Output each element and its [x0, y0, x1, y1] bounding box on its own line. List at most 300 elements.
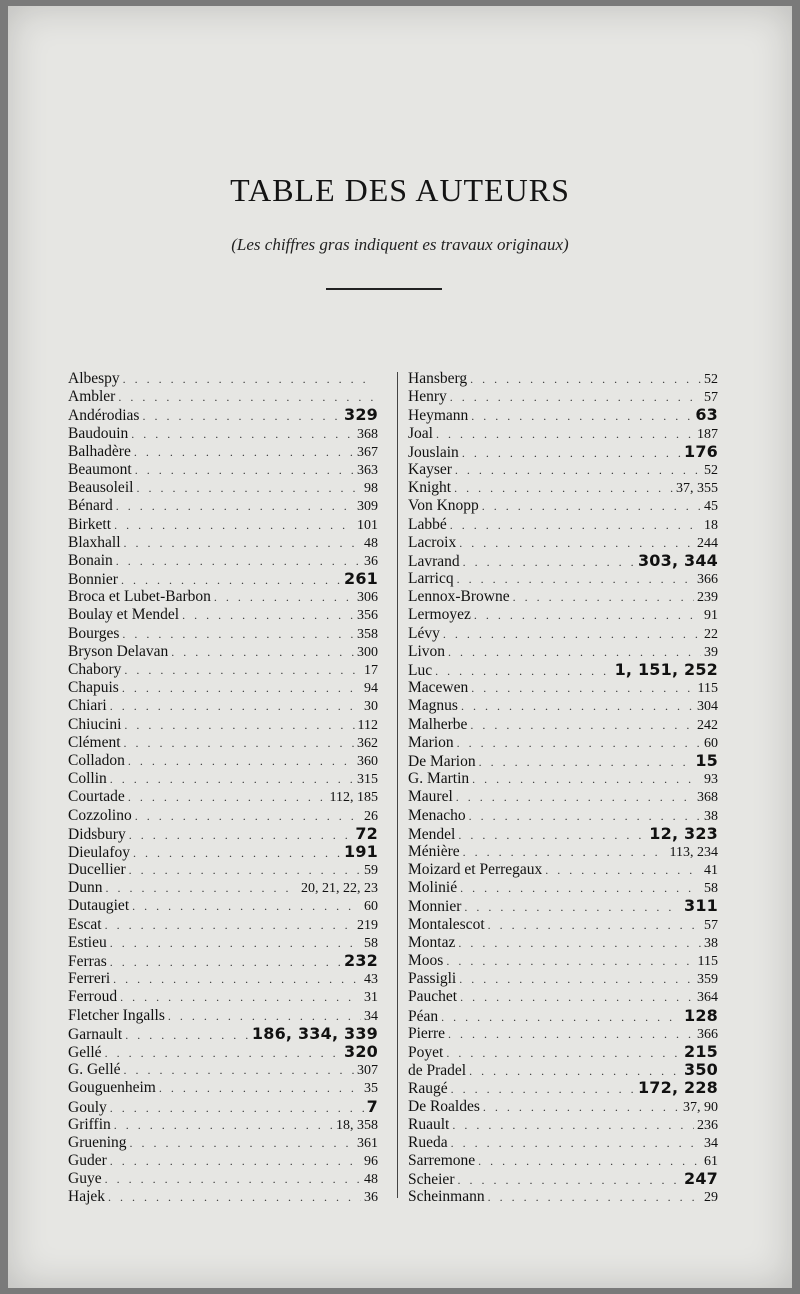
index-entry: [408, 425, 718, 443]
dot-leader: [124, 661, 361, 679]
page-numbers: 48: [364, 1172, 378, 1188]
dot-leader: [110, 697, 361, 715]
page-numbers: 239: [697, 590, 718, 606]
author-name: Ducellier: [68, 861, 126, 879]
author-name: Clément: [68, 733, 121, 751]
author-name: Lacroix: [408, 533, 457, 551]
dot-leader: [464, 898, 681, 916]
index-entry: [68, 879, 378, 897]
page-numbers: 236: [697, 1117, 718, 1133]
dot-leader: [451, 1134, 701, 1152]
index-entry: [408, 1007, 718, 1025]
author-name: Hansberg: [408, 370, 468, 387]
author-name: Kayser: [408, 460, 452, 478]
page-numbers: 98: [364, 481, 378, 497]
index-entry: [68, 625, 378, 643]
author-name: Scheinmann: [408, 1188, 485, 1206]
dot-leader: [129, 826, 353, 844]
dot-leader: [446, 952, 694, 970]
author-name: Magnus: [408, 697, 458, 715]
dot-leader: [105, 879, 298, 897]
author-name: Livon: [408, 642, 446, 660]
author-name: Griffin: [68, 1115, 111, 1133]
page-numbers: 191: [344, 841, 378, 861]
dot-leader: [128, 788, 327, 806]
author-name: Blaxhall: [68, 533, 121, 551]
author-name: Ambler: [68, 388, 116, 406]
dot-leader: [131, 425, 354, 443]
index-entry: [408, 516, 718, 534]
dot-leader: [124, 534, 361, 552]
dot-leader: [458, 934, 701, 952]
title-rule: [326, 288, 442, 290]
author-name: Moizard et Perregaux: [408, 861, 543, 879]
index-entry: [408, 1134, 718, 1152]
dot-leader: [108, 1188, 361, 1206]
dot-leader: [114, 1116, 333, 1134]
index-entry: [408, 1116, 718, 1134]
author-name: Ferras: [68, 953, 107, 970]
dot-leader: [110, 953, 341, 971]
page-numbers: 43: [364, 972, 378, 988]
page-numbers: 367: [357, 444, 378, 460]
author-name: G. Martin: [408, 770, 470, 788]
index-entry: [68, 916, 378, 934]
dot-leader: [469, 807, 701, 825]
index-entry: [408, 461, 718, 479]
page-numbers: 41: [704, 863, 718, 879]
index-entry: [68, 479, 378, 497]
page-numbers: 232: [344, 951, 378, 970]
author-name: Henry: [408, 388, 447, 406]
dot-leader: [105, 1170, 361, 1188]
index-entry: [68, 970, 378, 988]
author-name: Collin: [68, 770, 107, 788]
index-entry: [408, 625, 718, 643]
author-name: Garnault: [68, 1025, 123, 1043]
page-numbers: 58: [704, 881, 718, 897]
page-numbers: 31: [364, 990, 378, 1006]
page-numbers: 18, 358: [336, 1117, 378, 1133]
page-numbers: 304: [697, 699, 718, 715]
page-numbers: 128: [684, 1005, 718, 1025]
dot-leader: [120, 988, 361, 1006]
author-name: Hajek: [68, 1188, 106, 1206]
page-numbers: 247: [684, 1169, 718, 1189]
author-name: Lermoyez: [408, 606, 471, 624]
dot-leader: [134, 443, 354, 461]
page-numbers: 93: [704, 772, 718, 788]
author-name: Labbé: [408, 515, 447, 533]
dot-leader: [123, 370, 375, 388]
author-name: Lévy: [408, 624, 440, 642]
author-name: Raugé: [408, 1080, 448, 1098]
page-numbers: 45: [704, 499, 718, 515]
author-name: Chiari: [68, 697, 107, 715]
index-entry: [68, 752, 378, 770]
dot-leader: [110, 934, 361, 952]
page-numbers: 363: [357, 462, 378, 478]
index-entry: [68, 1043, 378, 1061]
index-entry: [68, 661, 378, 679]
dot-leader: [436, 425, 694, 443]
author-name: Pierre: [408, 1024, 446, 1042]
dot-leader: [128, 752, 354, 770]
author-name: Péan: [408, 1007, 439, 1025]
index-entry: [408, 643, 718, 661]
author-name: Ferreri: [68, 970, 111, 988]
author-name: De Roaldes: [408, 1097, 480, 1115]
author-name: Gellé: [68, 1043, 102, 1061]
page-numbers: 96: [364, 1154, 378, 1170]
author-name: Courtade: [68, 788, 125, 806]
column-divider: [397, 372, 398, 1198]
page-subtitle: (Les chiffres gras indiquent es travaux originaux): [231, 235, 569, 254]
dot-leader: [458, 826, 646, 844]
index-entry: [68, 425, 378, 443]
index-entry: [68, 1061, 378, 1079]
author-name: Chapuis: [68, 679, 119, 697]
page-numbers: 172, 228: [637, 1078, 718, 1098]
page-numbers: 63: [695, 405, 718, 425]
index-entry: [68, 716, 378, 734]
dot-leader: [118, 388, 375, 406]
index-entry: [408, 570, 718, 588]
page-title: TABLE DES AUTEURS: [230, 172, 570, 208]
page-numbers: 29: [704, 1190, 718, 1206]
index-entry: [68, 934, 378, 952]
index-entry: [68, 788, 378, 806]
page-numbers: 219: [357, 917, 378, 933]
author-name: Menacho: [408, 806, 466, 824]
index-entry: [408, 970, 718, 988]
index-entry: [68, 606, 378, 624]
author-name: Colladon: [68, 751, 125, 769]
author-name: Didsbury: [68, 825, 126, 843]
author-name: Balhadère: [68, 442, 131, 460]
dot-leader: [435, 662, 611, 680]
dot-leader: [457, 570, 694, 588]
page-numbers: 72: [355, 823, 378, 843]
author-name: Beaumont: [68, 460, 132, 478]
page-numbers: 329: [344, 405, 378, 425]
index-entry: [408, 807, 718, 825]
dot-leader: [122, 625, 354, 643]
dot-leader: [471, 679, 694, 697]
page-numbers: 358: [357, 626, 378, 642]
page-numbers: 1, 151, 252: [614, 660, 718, 679]
dot-leader: [513, 588, 694, 606]
dot-leader: [454, 479, 673, 497]
index-entry: [408, 679, 718, 697]
author-name: Jouslain: [408, 443, 459, 461]
page-numbers: 303, 344: [637, 550, 718, 570]
index-entry: [408, 916, 718, 934]
page-numbers: 34: [704, 1135, 718, 1151]
author-name: Gouguenheim: [68, 1079, 156, 1097]
page-numbers: 356: [357, 608, 378, 624]
author-name: Marion: [408, 733, 454, 751]
dot-leader: [482, 497, 701, 515]
page-numbers: 12, 323: [649, 823, 718, 843]
dot-leader: [114, 516, 354, 534]
index-entry: [408, 734, 718, 752]
dot-leader: [448, 1025, 694, 1043]
dot-leader: [457, 734, 701, 752]
page-numbers: 52: [704, 462, 718, 478]
index-entry: [408, 1025, 718, 1043]
index-entry: [68, 388, 378, 406]
author-name: Scheier: [408, 1171, 455, 1189]
dot-leader: [470, 716, 694, 734]
page-numbers: 48: [364, 535, 378, 551]
dot-leader: [470, 370, 701, 388]
page-numbers: 244: [697, 535, 718, 551]
page-numbers: 360: [357, 753, 378, 769]
author-name: Pauchet: [408, 988, 458, 1006]
dot-leader: [471, 407, 692, 425]
page-numbers: 57: [704, 917, 718, 933]
page-numbers: 17: [364, 663, 378, 678]
page-numbers: 94: [364, 681, 378, 697]
index-entry: [408, 988, 718, 1006]
dot-leader: [110, 1152, 361, 1170]
page-numbers: 242: [697, 717, 718, 733]
dot-leader: [461, 697, 694, 715]
author-name: Dunn: [68, 879, 103, 897]
index-entry: [68, 734, 378, 752]
dot-leader: [168, 1007, 361, 1025]
page-numbers: 315: [357, 772, 378, 788]
page-numbers: 101: [357, 517, 378, 533]
page-numbers: 300: [357, 644, 378, 660]
author-name: de Pradel: [408, 1062, 467, 1080]
page-numbers: 18: [704, 517, 718, 533]
dot-leader: [124, 1061, 354, 1079]
index-entry: [408, 370, 718, 388]
page-numbers: 60: [364, 899, 378, 915]
author-name: Dutaugiet: [68, 897, 130, 915]
dot-leader: [450, 516, 701, 534]
dot-leader: [121, 571, 341, 589]
page-numbers: 60: [704, 735, 718, 751]
index-entry: [408, 1043, 718, 1061]
author-name: Larricq: [408, 570, 454, 588]
author-name: Chabory: [68, 661, 122, 678]
page-numbers: 61: [704, 1154, 718, 1170]
author-name: Macewen: [408, 679, 469, 697]
author-name: Beausoleil: [68, 479, 134, 497]
page-numbers: 368: [357, 426, 378, 442]
dot-leader: [135, 807, 361, 825]
author-name: Malherbe: [408, 715, 468, 733]
index-entry: [68, 461, 378, 479]
dot-leader: [129, 861, 361, 879]
index-entry: [408, 952, 718, 970]
index-entry: [68, 1152, 378, 1170]
author-name: Albespy: [68, 370, 120, 387]
author-name: Bonain: [68, 551, 113, 569]
index-entry: [408, 1188, 718, 1206]
index-entry: [68, 770, 378, 788]
dot-leader: [463, 843, 667, 861]
author-name: Maurel: [408, 788, 453, 806]
page-numbers: 361: [357, 1135, 378, 1151]
dot-leader: [463, 553, 635, 571]
page-numbers: 15: [695, 750, 718, 770]
page-numbers: 362: [357, 735, 378, 751]
dot-leader: [130, 1134, 354, 1152]
author-name: Mendel: [408, 825, 456, 843]
page-numbers: 39: [704, 644, 718, 660]
page-numbers: 52: [704, 372, 718, 387]
index-entry: [408, 879, 718, 897]
author-name: Fletcher Ingalls: [68, 1006, 165, 1024]
page-numbers: 306: [357, 590, 378, 606]
dot-leader: [110, 770, 354, 788]
dot-leader: [451, 1080, 635, 1098]
index-entry: [408, 588, 718, 606]
page-numbers: 215: [684, 1041, 718, 1061]
dot-leader: [478, 1152, 701, 1170]
author-name: Chiucini: [68, 715, 122, 733]
dot-leader: [135, 461, 354, 479]
author-name: Birkett: [68, 515, 112, 533]
author-index-left-column: [68, 370, 378, 1207]
dot-leader: [545, 861, 701, 879]
author-name: De Marion: [408, 752, 476, 770]
page-numbers: 57: [704, 390, 718, 406]
index-entry: [408, 1170, 718, 1188]
dot-leader: [125, 1026, 249, 1044]
dot-leader: [105, 1044, 341, 1062]
index-entry: [68, 370, 378, 388]
author-name: Ménière: [408, 842, 460, 860]
page-numbers: 112, 185: [329, 790, 378, 806]
page-numbers: 34: [364, 1008, 378, 1024]
page-numbers: 59: [364, 863, 378, 879]
index-entry: [68, 497, 378, 515]
page-numbers: 309: [357, 499, 378, 515]
dot-leader: [214, 588, 354, 606]
author-name: Bonnier: [68, 571, 118, 589]
index-entry: [68, 861, 378, 879]
dot-leader: [459, 534, 694, 552]
page-numbers: 115: [697, 681, 718, 697]
index-entry: [408, 497, 718, 515]
page-numbers: 115: [697, 954, 718, 969]
author-name: Lennox-Browne: [408, 588, 510, 606]
dot-leader: [171, 643, 354, 661]
dot-leader: [450, 388, 701, 406]
dot-leader: [456, 788, 694, 806]
dot-leader: [116, 552, 361, 570]
author-name: Passigli: [408, 970, 457, 988]
index-entry: [408, 897, 718, 915]
dot-leader: [457, 1171, 681, 1189]
author-name: Montaz: [408, 933, 456, 951]
index-entry: [408, 388, 718, 406]
page-numbers: 350: [684, 1060, 718, 1080]
author-name: Joal: [408, 424, 433, 442]
page-numbers: 20, 21, 22, 23: [301, 881, 378, 897]
page-numbers: 58: [364, 935, 378, 951]
author-name: Escat: [68, 915, 102, 933]
author-name: G. Gellé: [68, 1061, 121, 1079]
author-name: Cozzolino: [68, 806, 132, 824]
dot-leader: [124, 716, 354, 734]
page-numbers: 112: [357, 717, 378, 733]
book-page: [8, 6, 792, 1288]
index-entry: [408, 661, 718, 679]
page-numbers: 307: [357, 1063, 378, 1079]
index-entry: [408, 534, 718, 552]
dot-leader: [462, 444, 681, 462]
dot-leader: [460, 879, 701, 897]
dot-leader: [133, 844, 341, 862]
index-entry: [408, 1152, 718, 1170]
author-name: Boulay et Mendel: [68, 606, 180, 624]
index-entry: [408, 606, 718, 624]
page-numbers: 7: [366, 1096, 378, 1116]
dot-leader: [116, 497, 354, 515]
author-name: Gruening: [68, 1133, 127, 1151]
dot-leader: [474, 606, 701, 624]
page-numbers: 359: [697, 972, 718, 988]
index-entry: [408, 552, 718, 570]
index-entry: [68, 534, 378, 552]
author-name: Rueda: [408, 1133, 448, 1151]
dot-leader: [159, 1079, 361, 1097]
dot-leader: [446, 1044, 681, 1062]
author-name: Knight: [408, 479, 452, 497]
index-entry: [68, 1007, 378, 1025]
index-entry: [68, 552, 378, 570]
index-entry: [408, 1098, 718, 1116]
page-numbers: 38: [704, 808, 718, 824]
author-name: Heymann: [408, 407, 469, 425]
index-entry: [68, 697, 378, 715]
index-entry: [408, 843, 718, 861]
author-name: Montalescot: [408, 915, 485, 933]
index-entry: [68, 843, 378, 861]
author-name: Moos: [408, 952, 444, 969]
dot-leader: [455, 461, 701, 479]
page-numbers: 91: [704, 608, 718, 624]
dot-leader: [105, 916, 354, 934]
page-numbers: 366: [697, 572, 718, 588]
author-name: Sarremone: [408, 1152, 476, 1170]
author-name: Molinié: [408, 879, 458, 897]
index-entry: [408, 479, 718, 497]
index-entry: [408, 788, 718, 806]
author-name: Dieulafoy: [68, 843, 130, 861]
page-numbers: 36: [364, 1190, 378, 1206]
page-numbers: 261: [344, 569, 378, 589]
dot-leader: [459, 970, 694, 988]
page-numbers: 37, 355: [676, 481, 718, 497]
author-index-right-column: [408, 370, 718, 1207]
page-numbers: 35: [364, 1081, 378, 1097]
author-name: Poyet: [408, 1043, 444, 1061]
author-name: Ferroud: [68, 988, 118, 1006]
index-entry: [408, 406, 718, 424]
dot-leader: [472, 770, 701, 788]
page-numbers: 368: [697, 790, 718, 806]
page-numbers: 311: [684, 896, 718, 916]
author-name: Estieu: [68, 933, 107, 951]
dot-leader: [124, 734, 354, 752]
